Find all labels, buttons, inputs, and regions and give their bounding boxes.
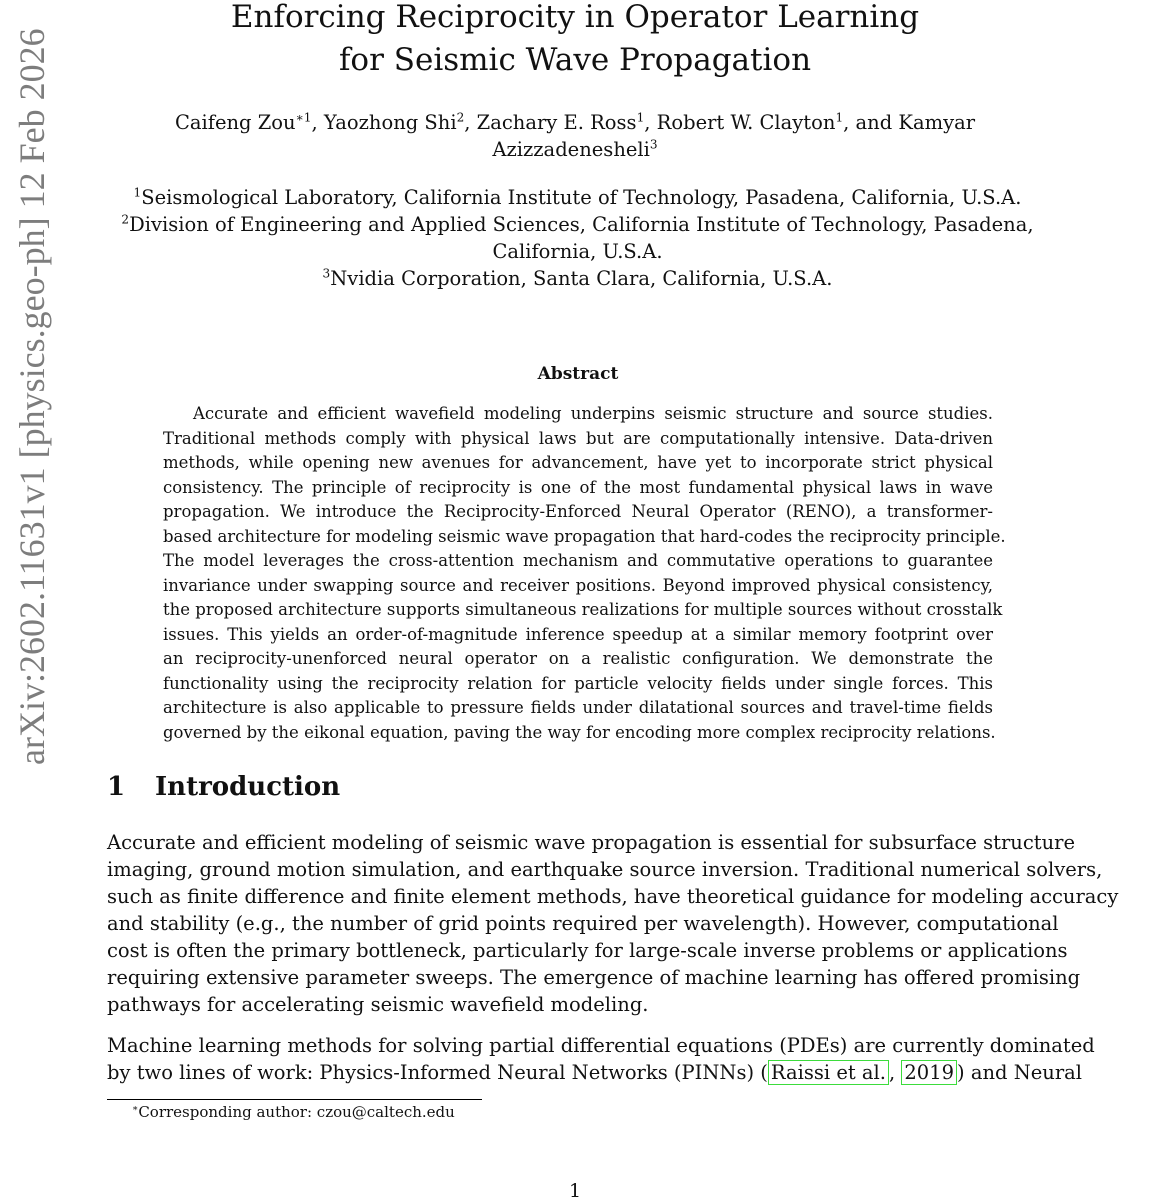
affiliation-2-cont: California, U.S.A. <box>492 240 663 263</box>
line-text: ) and Neural <box>957 1061 1083 1084</box>
section-heading <box>107 772 340 802</box>
abstract-body <box>163 402 1006 745</box>
abstract-line: based architecture for modeling seismic wave propagation that hard-codes the reciprocity principle. <box>163 526 1006 546</box>
abstract-line: consistency. The principle of reciprocity is one of the most fundamental physical laws in wave <box>163 477 993 497</box>
abstract-line: an reciprocity-unenforced neural operator on a realistic configuration. We demonstrate the <box>163 649 993 668</box>
authors-line-2: Azizzadenesheli$^3$ <box>492 137 658 161</box>
abstract-line: architecture is also applicable to pressure fields under dilatational sources and travel-time fields <box>163 698 993 717</box>
abstract-line: Accurate and efficient wavefield modeling underpins seismic structure and source studies. <box>193 404 993 423</box>
arxiv-identifier: arXiv:2602.11631v1 [physics.geo-ph] 12 Feb 2026 <box>12 28 52 765</box>
page-number: 1 <box>568 1180 582 1202</box>
footnote: ∗Corresponding author: czou@caltech.edu <box>132 1103 455 1121</box>
abstract-line: functionality using the reciprocity relation for particle velocity fields under single forces. This <box>163 673 993 693</box>
intro-paragraph-1 <box>107 829 1119 1018</box>
abstract-line: Traditional methods comply with physical laws but are computationally intensive. Data-driven <box>163 428 993 448</box>
abstract-heading: Abstract <box>537 364 619 384</box>
paragraph-line <box>107 1059 1083 1086</box>
abstract-line: governed by the eikonal equation, paving the way for encoding more complex reciprocity relations. <box>163 722 996 742</box>
paragraph-line: Accurate and efficient modeling of seismic wave propagation is essential for subsurface structure <box>107 831 1076 854</box>
abstract-line: methods, while opening new avenues for advancement, have yet to incorporate strict physical <box>163 453 993 472</box>
author-list <box>130 109 1020 163</box>
citation-separator: , <box>888 1061 902 1084</box>
affiliation-2: $^2$Division of Engineering and Applied Sciences, California Institute of Technology, Pasadena, <box>121 212 1034 236</box>
abstract-line: invariance under swapping source and receiver positions. Beyond improved physical consistency, <box>163 575 993 595</box>
abstract-line: issues. This yields an order-of-magnitude inference speedup at a similar memory footprint over <box>163 624 993 644</box>
section-number: 1 <box>107 772 126 802</box>
paragraph-line: such as finite difference and finite element methods, have theoretical guidance for modeling accuracy <box>107 885 1119 908</box>
citation-year-link[interactable]: 2019 <box>901 1060 957 1085</box>
paragraph-line: and stability (e.g., the number of grid points required per wavelength). However, computational <box>107 912 1059 935</box>
paragraph-line: pathways for accelerating seismic wavefield modeling. <box>107 993 649 1016</box>
paragraph-line: requiring extensive parameter sweeps. The emergence of machine learning has offered promising <box>107 966 1081 989</box>
footnote-divider <box>107 1099 482 1100</box>
citation-author-link[interactable]: Raissi et al. <box>768 1060 889 1085</box>
authors-line-1: Caifeng Zou$^{∗1}$, Yaozhong Shi$^2$, Zachary E. Ross$^1$, Robert W. Clayton$^1$, and Kamyar <box>174 110 976 134</box>
abstract-line: the proposed architecture supports simultaneous realizations for multiple sources without crosstalk <box>163 600 1003 619</box>
paragraph-line: Machine learning methods for solving partial differential equations (PDEs) are currently dominated <box>107 1034 1095 1057</box>
paragraph-line: imaging, ground motion simulation, and earthquake source inversion. Traditional numerical solvers, <box>107 858 1103 881</box>
paragraph-line: cost is often the primary bottleneck, particularly for large-scale inverse problems or applications <box>107 939 1068 962</box>
title-line-1: Enforcing Reciprocity in Operator Learning <box>230 0 920 35</box>
paper-title <box>180 0 970 82</box>
affiliations <box>105 184 1050 292</box>
abstract-line: propagation. We introduce the Reciprocity-Enforced Neural Operator (RENO), a transformer- <box>163 502 993 521</box>
intro-paragraph-2 <box>107 1032 1095 1086</box>
affiliation-1: $^1$Seismological Laboratory, California Institute of Technology, Pasadena, California, U.S.A. <box>133 185 1022 209</box>
section-title: Introduction <box>155 772 341 802</box>
abstract-line: The model leverages the cross-attention mechanism and commutative operations to guarantee <box>163 551 993 570</box>
affiliation-3: $^3$Nvidia Corporation, Santa Clara, California, U.S.A. <box>322 266 833 290</box>
title-line-2: for Seismic Wave Propagation <box>338 42 812 78</box>
line-text: by two lines of work: Physics-Informed Neural Networks (PINNs) ( <box>107 1061 768 1084</box>
